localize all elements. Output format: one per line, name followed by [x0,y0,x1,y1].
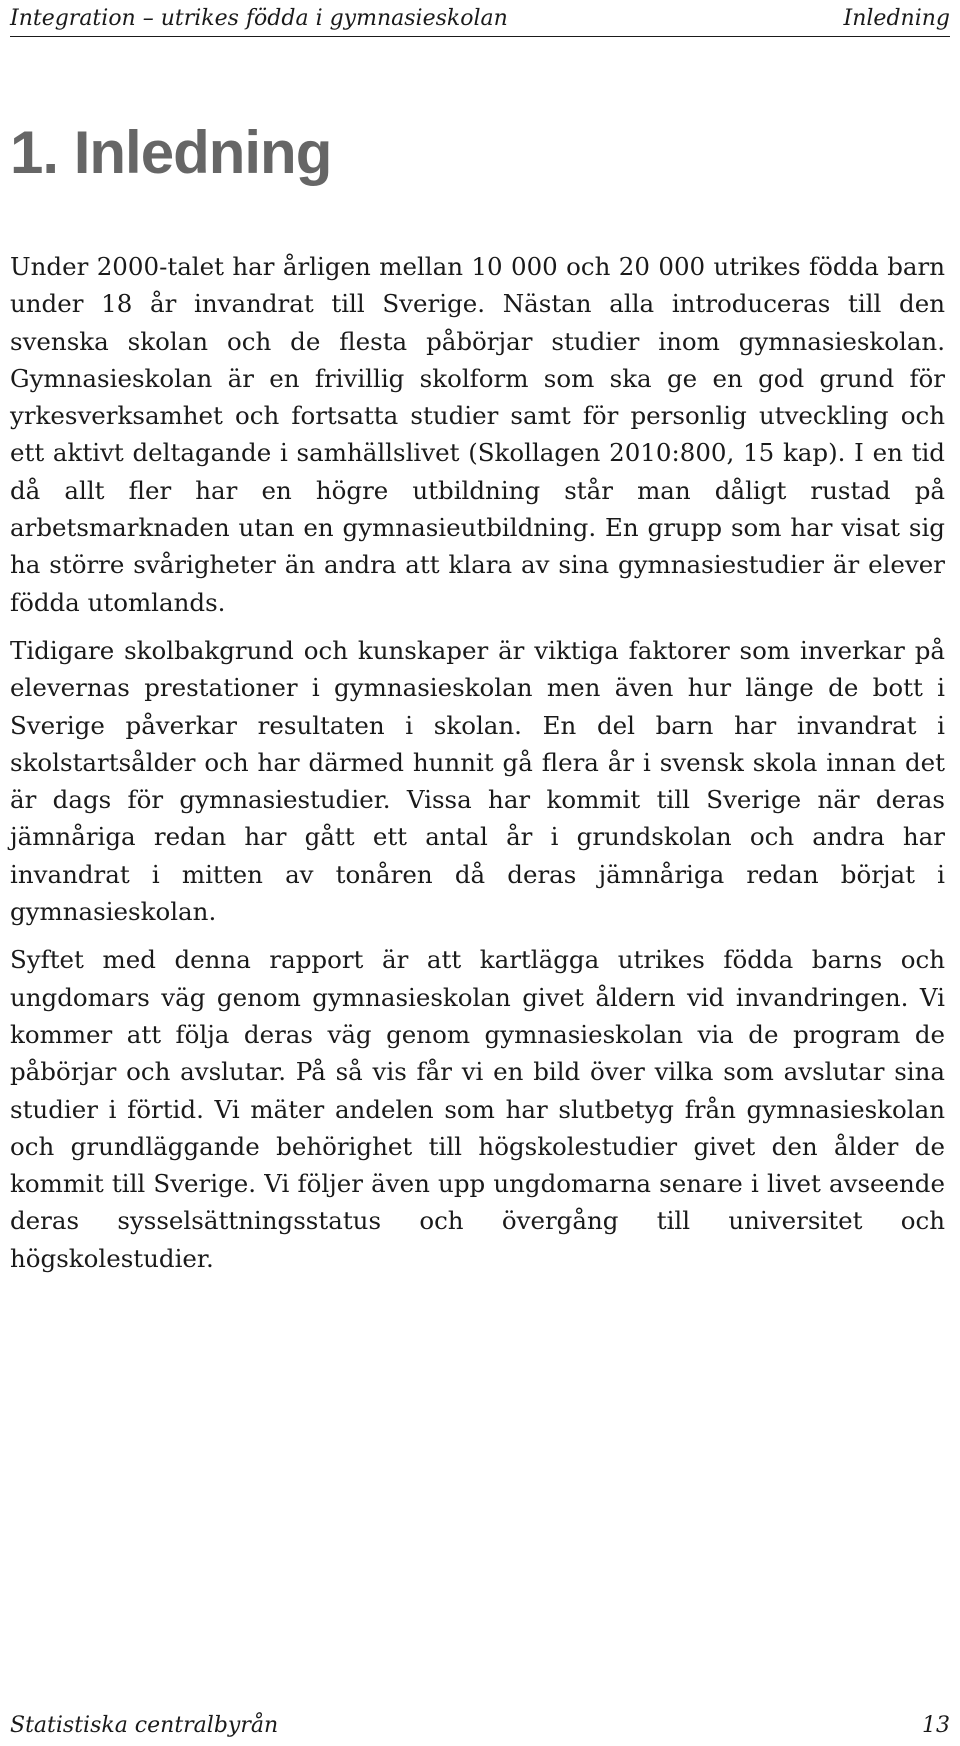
paragraph-3: Syftet med denna rapport är att kartlägga utrikes födda barns och ungdomars väg genom gymnasieskolan givet åldern vid invandringen. Vi kommer att följa deras väg genom gymnasieskolan via de program de påbörjar och avslutar. På så vis får vi en bild över vilka som avslutar sina studier i förtid. Vi mäter andelen som har slutbetyg från gymnasieskolan och grundläggande behörighet till högskolestudier givet den ålder de kommit till Sverige. Vi följer även upp ungdomarna senare i livet avseende deras sysselsättningsstatus och övergång till universitet och högskolestudier. [10,945,945,1273]
header-document-title: Integration – utrikes födda i gymnasieskolan [10,5,508,31]
body-text [10,248,945,1288]
running-header [10,0,950,37]
running-footer [10,1710,950,1740]
page-number: 13 [922,1712,950,1738]
chapter-title: 1. Inledning [10,119,332,186]
paragraph-2: Tidigare skolbakgrund och kunskaper är viktiga faktorer som inverkar på elevernas prestationer i gymnasieskolan men även hur länge de bott i Sverige påverkar resultaten i skolan. En del barn har invandrat i skolstartsålder och har därmed hunnit gå flera år i svensk skola innan det är dags för gymnasiestudier. Vissa har kommit till Sverige när deras jämnåriga redan har gått ett antal år i grundskolan och andra har invandrat i mitten av tonåren då deras jämnåriga redan börjat i gymnasieskolan. [10,635,945,927]
paragraph-1: Under 2000-talet har årligen mellan 10 000 och 20 000 utrikes födda barn under 18 år invandrat till Sverige. Nästan alla introduceras till den svenska skolan och de flesta påbörjar studier inom gymnasieskolan. Gymnasieskolan är en frivillig skolform som ska ge en god grund för yrkesverksamhet och fortsatta studier samt för personlig utveckling och ett aktivt deltagande i samhällslivet (Skollagen 2010:800, 15 kap). I en tid då allt fler har en högre utbildning står man dåligt rustad på arbetsmarknaden utan en gymnasieutbildning. En grupp som har visat sig ha större svårigheter än andra att klara av sina gymnasiestudier är elever födda utomlands. [10,252,945,617]
footer-publisher: Statistiska centralbyrån [10,1712,279,1738]
header-section-name: Inledning [843,5,950,31]
